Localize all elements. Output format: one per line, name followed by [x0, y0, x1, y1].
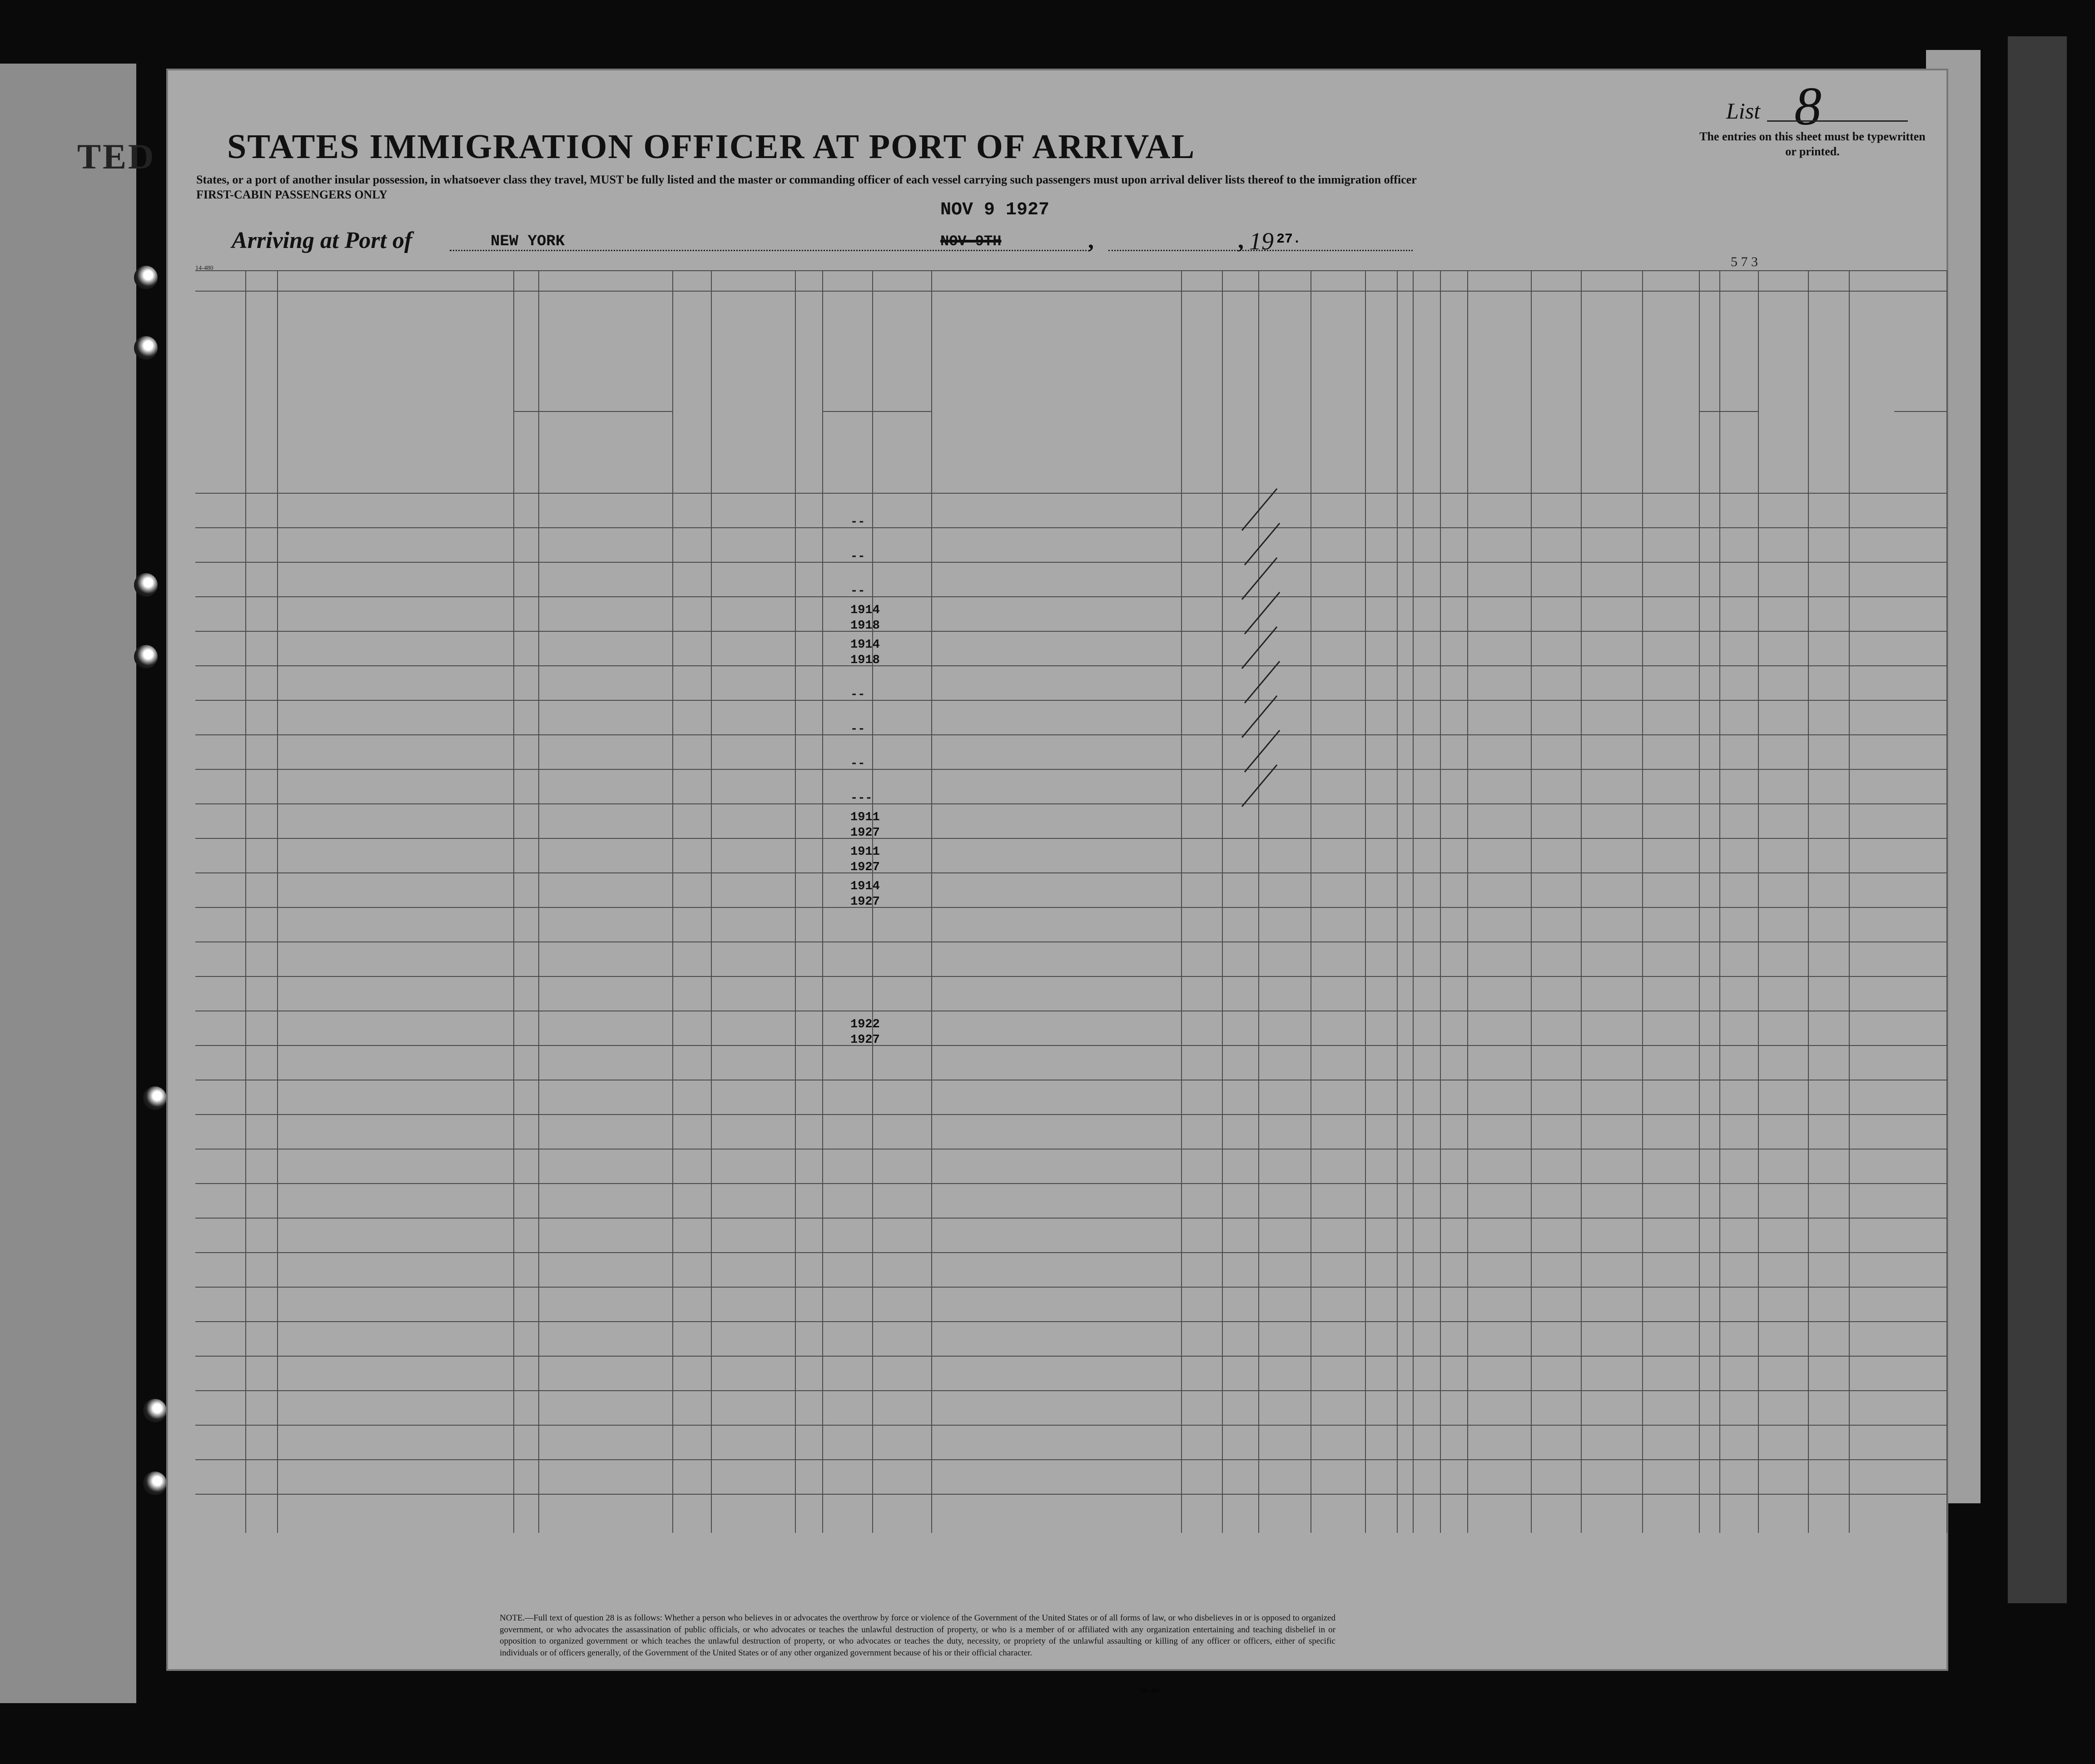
row-rule	[195, 838, 1946, 839]
year-prefix: 19	[1249, 228, 1274, 255]
row-rule	[195, 872, 1946, 873]
subheader-rule	[822, 411, 931, 412]
manifest-sheet	[168, 70, 1946, 1694]
column-header	[1571, 297, 1604, 488]
column-rule	[277, 270, 278, 1533]
column-rule	[1181, 270, 1182, 1533]
row-rule	[195, 907, 1946, 908]
field-years: 1927	[850, 1033, 880, 1047]
row-rule	[195, 976, 1946, 977]
field-years: 1922	[850, 1018, 880, 1031]
footnote-code: 14—480	[1140, 1687, 1159, 1694]
row-rule	[195, 1321, 1946, 1322]
column-rule	[1467, 270, 1468, 1533]
column-header	[1612, 297, 1638, 488]
check-mark	[1241, 557, 1277, 600]
field-years: 1914	[850, 638, 880, 652]
field-years: 1918	[850, 654, 880, 667]
field-years: 1927	[850, 826, 880, 840]
binder-hole	[134, 573, 158, 597]
column-rule	[711, 270, 712, 1533]
column-header	[799, 297, 819, 488]
column-rule	[1365, 270, 1366, 1533]
column-header	[1812, 297, 1845, 488]
row-rule	[195, 1390, 1946, 1391]
column-rule	[931, 270, 932, 1533]
left-page-fragment	[0, 64, 156, 1703]
column-rule	[1642, 270, 1643, 1533]
column-rule	[1258, 270, 1259, 1533]
left-page-header-fragment: TED	[77, 137, 156, 176]
row-rule	[195, 941, 1946, 942]
column-rule	[513, 270, 514, 1533]
row-rule	[195, 1356, 1946, 1357]
field-years: 1911	[850, 811, 880, 824]
manifest-table	[168, 270, 1946, 1533]
class-line: FIRST-CABIN PASSENGERS ONLY	[196, 188, 387, 201]
column-rule	[1808, 270, 1809, 1533]
column-rule	[245, 270, 246, 1533]
row-rule	[195, 1459, 1946, 1460]
field-years: 1914	[850, 604, 880, 617]
instructions-text: States, or a port of another insular possession, in whatsoever class they travel, MUST be fully listed and the master or commanding officer of each vessel carrying such passengers must upon arrival deliver lists thereof to the immigration officer	[196, 173, 1417, 186]
footnote: NOTE.—Full text of question 28 is as follows: Whether a person who believes in or advocates the overthrow by force or violence of the Government of the United States or of all forms of law, or who disbelieves in or is opposed to organized government, or who advocates the assassination of public officials, or who advocates or teaches the unlawful destruction of property, or who is a member of or affiliated with any organization entertaining and teaching disbelief in or opposition to organized government or which teaches the unlawful destruction of property, or who advocates or teaches the duty, necessity, or propriety of the unlawful assaulting or killing of any officer or officers, either of specific individuals or of officers generally, of the Government of the United States or of any other organized government because of his or their official character.	[500, 1613, 1335, 1658]
column-rule	[1440, 270, 1441, 1533]
field-years: 1927	[850, 895, 880, 909]
instructions	[196, 173, 1763, 202]
port-value: NEW YORK	[491, 233, 565, 250]
field-years: --	[850, 688, 865, 702]
column-rule	[1946, 270, 1947, 1533]
row-rule	[195, 1252, 1946, 1253]
binder-hole	[143, 1399, 167, 1422]
binder-hole	[134, 266, 158, 289]
row-rule	[195, 1149, 1946, 1150]
row-rule	[195, 1494, 1946, 1495]
date-stamp: NOV 9 1927	[940, 200, 1050, 220]
field-years: ---	[850, 792, 873, 805]
row-rule	[195, 631, 1946, 632]
check-mark	[1241, 626, 1277, 669]
arriving-label: Arriving at Port of	[232, 228, 412, 253]
binder-hole	[134, 336, 158, 360]
check-mark	[1241, 488, 1277, 531]
column-rule	[1849, 270, 1850, 1533]
list-label: List	[1726, 98, 1761, 124]
row-rule	[195, 527, 1946, 528]
row-rule	[195, 1183, 1946, 1184]
column-rule	[1531, 270, 1532, 1533]
row-rule	[195, 1045, 1946, 1046]
column-header	[676, 297, 707, 488]
column-rule	[822, 270, 823, 1533]
list-underline	[1767, 120, 1908, 122]
field-years: --	[850, 515, 865, 529]
row-rule	[195, 803, 1946, 804]
struck-date: NOV 9TH	[940, 233, 1002, 250]
column-rule	[795, 270, 796, 1533]
row-rule	[195, 1218, 1946, 1219]
field-years: --	[850, 723, 865, 736]
field-years: --	[850, 585, 865, 598]
entries-note: The entries on this sheet must be typewritten or printed.	[1699, 130, 1926, 158]
binder-hole	[143, 1472, 167, 1495]
row-rule	[195, 665, 1946, 666]
header-top-rule	[195, 270, 1946, 271]
form-code: 14-480	[195, 265, 213, 272]
row-rule	[195, 1114, 1946, 1115]
field-years: --	[850, 550, 865, 564]
list-number: 8	[1794, 76, 1822, 136]
header-num-rule	[195, 291, 1946, 292]
row-rule	[195, 596, 1946, 597]
check-mark	[1241, 764, 1277, 807]
column-rule	[1222, 270, 1223, 1533]
field-years: 1911	[850, 845, 880, 859]
column-rule	[1699, 270, 1700, 1533]
page-title: STATES IMMIGRATION OFFICER AT PORT OF ARRIVAL	[227, 128, 1196, 166]
subheader-rule	[1699, 411, 1758, 412]
margin-mark: 5 7 3	[1731, 254, 1758, 269]
row-rule	[195, 769, 1946, 770]
field-years: 1918	[850, 619, 880, 633]
column-rule	[538, 270, 539, 1533]
row-rule	[195, 1425, 1946, 1426]
row-rule	[195, 700, 1946, 701]
subheader-rule	[1894, 411, 1946, 412]
field-years: 1927	[850, 861, 880, 874]
binder-hole	[134, 645, 158, 669]
row-rule	[195, 562, 1946, 563]
column-rule	[1413, 270, 1414, 1533]
column-rule	[1758, 270, 1759, 1533]
comma: ,	[1088, 228, 1094, 253]
right-page-edge-dark	[2008, 36, 2067, 1603]
check-mark	[1241, 695, 1277, 738]
column-rule	[672, 270, 673, 1533]
subheader-rule	[513, 411, 672, 412]
column-header	[249, 297, 273, 488]
column-header	[1471, 297, 1491, 488]
field-years: --	[850, 757, 865, 771]
row-rule	[195, 493, 1946, 494]
column-rule	[1397, 270, 1398, 1533]
row-rule	[195, 1287, 1946, 1288]
comma: ,	[1238, 228, 1244, 253]
column-rule	[1719, 270, 1720, 1533]
row-rule	[195, 734, 1946, 735]
column-header	[1498, 297, 1516, 488]
year-typed: 27.	[1276, 232, 1301, 247]
field-years: 1914	[850, 880, 880, 893]
binder-hole	[143, 1086, 167, 1110]
column-header	[1444, 297, 1464, 488]
